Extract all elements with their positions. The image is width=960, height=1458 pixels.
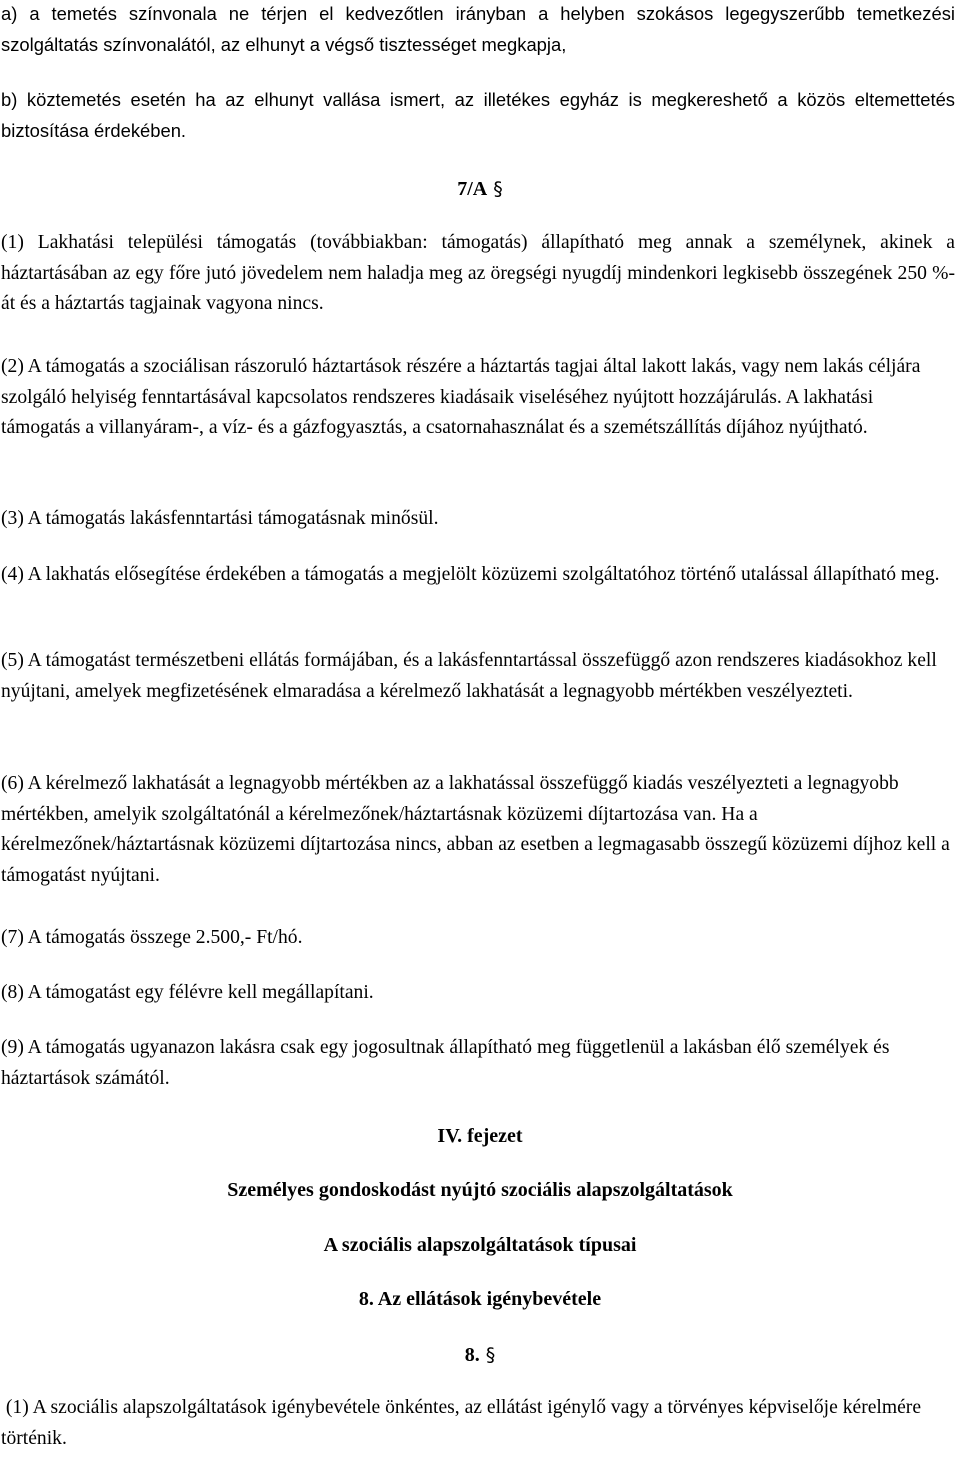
section-7a-paragraph-4: (4) A lakhatás elősegítése érdekében a támogatás a megjelölt közüzemi szolgáltatóhoz történő utalással állapítható meg. bbox=[1, 564, 940, 585]
section-7a-paragraph-3: (3) A támogatás lakásfenntartási támogatásnak minősül. bbox=[1, 508, 439, 529]
section-7a-paragraph-1: (1) Lakhatási települési támogatás (továbbiakban: támogatás) állapítható meg annak a személynek, akinek a háztartásában az egy főre jutó jövedelem nem haladja meg az öregségi nyugdíj mindenkori legkisebb összegének 250 %-át és a háztartás tagjainak vagyona nincs. bbox=[1, 232, 955, 314]
chapter-title: Személyes gondoskodást nyújtó szociális alapszolgáltatások bbox=[227, 1179, 733, 1201]
section-7a-paragraph-9: (9) A támogatás ugyanazon lakásra csak egy jogosultnak állapítható meg függetlenül a lakásban élő személyek és háztartások számától. bbox=[1, 1037, 890, 1089]
chapter-subtitle: A szociális alapszolgáltatások típusai bbox=[323, 1234, 637, 1256]
intro-item-a: a) a temetés színvonala ne térjen el kedvezőtlen irányban a helyben szokásos legegyszerűbb temetkezési szolgáltatás színvonalától, az elhunyt a végső tisztességet megkapja, bbox=[1, 3, 955, 55]
section-7a-paragraph-8: (8) A támogatást egy félévre kell megállapítani. bbox=[1, 982, 374, 1003]
section-symbol: § bbox=[493, 178, 503, 200]
section-8-heading bbox=[0, 1340, 960, 1370]
section-8-paragraph-1: (1) A szociális alapszolgáltatások igénybevétele önkéntes, az ellátást igénylő vagy a törvényes képviselője kérelmére történik. bbox=[1, 1397, 926, 1449]
section-7a-heading bbox=[0, 174, 960, 204]
section-7a-paragraph-7: (7) A támogatás összege 2.500,- Ft/hó. bbox=[1, 927, 303, 948]
section-7a-paragraph-6: (6) A kérelmező lakhatását a legnagyobb mértékben az a lakhatással összefüggő kiadás veszélyezteti a legnagyobb mértékben, amelyik szolgáltatónál a kérelmezőnek/háztartásnak közüzemi díjtartozása van. Ha a kérelmezőnek/háztartásnak közüzemi díjtartozása nincs, abban az esetben a legmagasabb összegű közüzemi díjhoz kell a támogatást nyújtani. bbox=[1, 773, 950, 886]
chapter-number: IV. fejezet bbox=[437, 1125, 523, 1147]
intro-item-b: b) köztemetés esetén ha az elhunyt vallása ismert, az illetékes egyház is megkereshető a közös eltemettetés biztosítása érdekében. bbox=[1, 89, 955, 141]
section-7a-paragraph-2: (2) A támogatás a szociálisan rászoruló háztartások részére a háztartás tagjai által lakott lakás, vagy nem lakás céljára szolgáló helyiség fenntartásával kapcsolatos rendszeres kiadásaik viseléséhez nyújtott hozzájárulás. A lakhatási támogatás a villanyáram-, a víz- és a gázfogyasztás, a csatornahasználat és a szemétszállítás díjához nyújtható. bbox=[1, 356, 921, 438]
section-8-number: 8. bbox=[464, 1344, 480, 1366]
section-7a-number: 7/A bbox=[457, 178, 488, 200]
subsection-title: 8. Az ellátások igénybevétele bbox=[358, 1288, 602, 1310]
section-symbol: § bbox=[485, 1344, 496, 1366]
section-7a-paragraph-5: (5) A támogatást természetbeni ellátás formájában, és a lakásfenntartással összefüggő azon rendszeres kiadásokhoz kell nyújtani, amelyek megfizetésének elmaradása a kérelmező lakhatását a legnagyobb mértékben veszélyezteti. bbox=[1, 650, 937, 702]
